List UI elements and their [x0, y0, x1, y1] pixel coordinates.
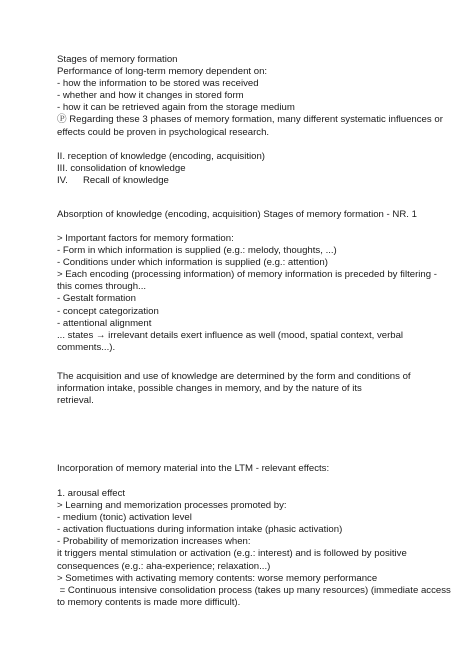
- text-line: = Continuous intensive consolidation process (takes up many resources) (immediate access: [57, 584, 451, 596]
- text-line: - Probability of memorization increases when:: [57, 536, 251, 548]
- phase-item: II. reception of knowledge (encoding, acquisition): [57, 151, 265, 162]
- acquisition-section: [57, 371, 429, 407]
- text-line: - concept categorization: [57, 305, 159, 317]
- text-line: effects could be proven in psychological research.: [57, 126, 270, 138]
- text-line: 1. arousal effect: [57, 488, 126, 499]
- absorption-heading-block: [57, 209, 429, 221]
- text-line: it triggers mental stimulation or activation (e.g.: interest) and is followed by positive: [57, 548, 407, 560]
- text-line: - medium (tonic) activation level: [57, 512, 192, 524]
- text-line: Performance of long-term memory dependent on:: [57, 66, 268, 78]
- phase-item: III. consolidation of knowledge: [57, 163, 186, 175]
- text-line: to memory contents is made more difficult).: [57, 596, 241, 608]
- arousal-section: [57, 488, 451, 609]
- phase-item: [57, 175, 429, 187]
- text-line: > Important factors for memory formation:: [57, 233, 234, 244]
- text-line: consequences (e.g.: aha-experience; relaxation...): [57, 560, 271, 572]
- text-line: - attentional alignment: [57, 317, 152, 329]
- text-line: information intake, possible changes in memory, and by the nature of its: [57, 383, 362, 395]
- text-line: > Learning and memorization processes promoted by:: [57, 500, 287, 512]
- text-line: comments...).: [57, 341, 116, 353]
- text-line: Ⓟ Regarding these 3 phases of memory formation, many different systematic influences or: [57, 114, 443, 126]
- phases-list: [57, 151, 429, 187]
- text-line: ... states → irrelevant details exert influence as well (mood, spatial context, verbal: [57, 329, 404, 341]
- text-line: > Each encoding (processing information) of memory information is preceded by filtering -: [57, 269, 437, 281]
- text-line: The acquisition and use of knowledge are determined by the form and conditions of: [57, 371, 411, 382]
- stages-title: Stages of memory formation: [57, 54, 178, 65]
- ltm-heading-block: [57, 463, 429, 475]
- text-line: - Conditions under which information is supplied (e.g.: attention): [57, 257, 328, 269]
- text-line: - how the information to be stored was received: [57, 78, 259, 90]
- text-line: - Gestalt formation: [57, 293, 136, 305]
- section-heading: Incorporation of memory material into the LTM - relevant effects:: [57, 463, 330, 474]
- text-line: - whether and how it changes in stored form: [57, 90, 244, 102]
- section-heading: Absorption of knowledge (encoding, acquisition) Stages of memory formation - NR. 1: [57, 209, 417, 220]
- text-line: > Sometimes with activating memory contents: worse memory performance: [57, 572, 378, 584]
- text-line: - Form in which information is supplied (e.g.: melody, thoughts, ...): [57, 245, 337, 257]
- text-line: - how it can be retrieved again from the storage medium: [57, 102, 295, 114]
- text-line: this comes through...: [57, 281, 147, 293]
- phase-text: Recall of knowledge: [83, 175, 169, 187]
- text-line: - activation fluctuations during information intake (phasic activation): [57, 524, 343, 536]
- phase-number: IV.: [57, 175, 68, 187]
- stages-section: [57, 54, 443, 139]
- text-line: retrieval.: [57, 395, 94, 407]
- factors-section: [57, 233, 437, 354]
